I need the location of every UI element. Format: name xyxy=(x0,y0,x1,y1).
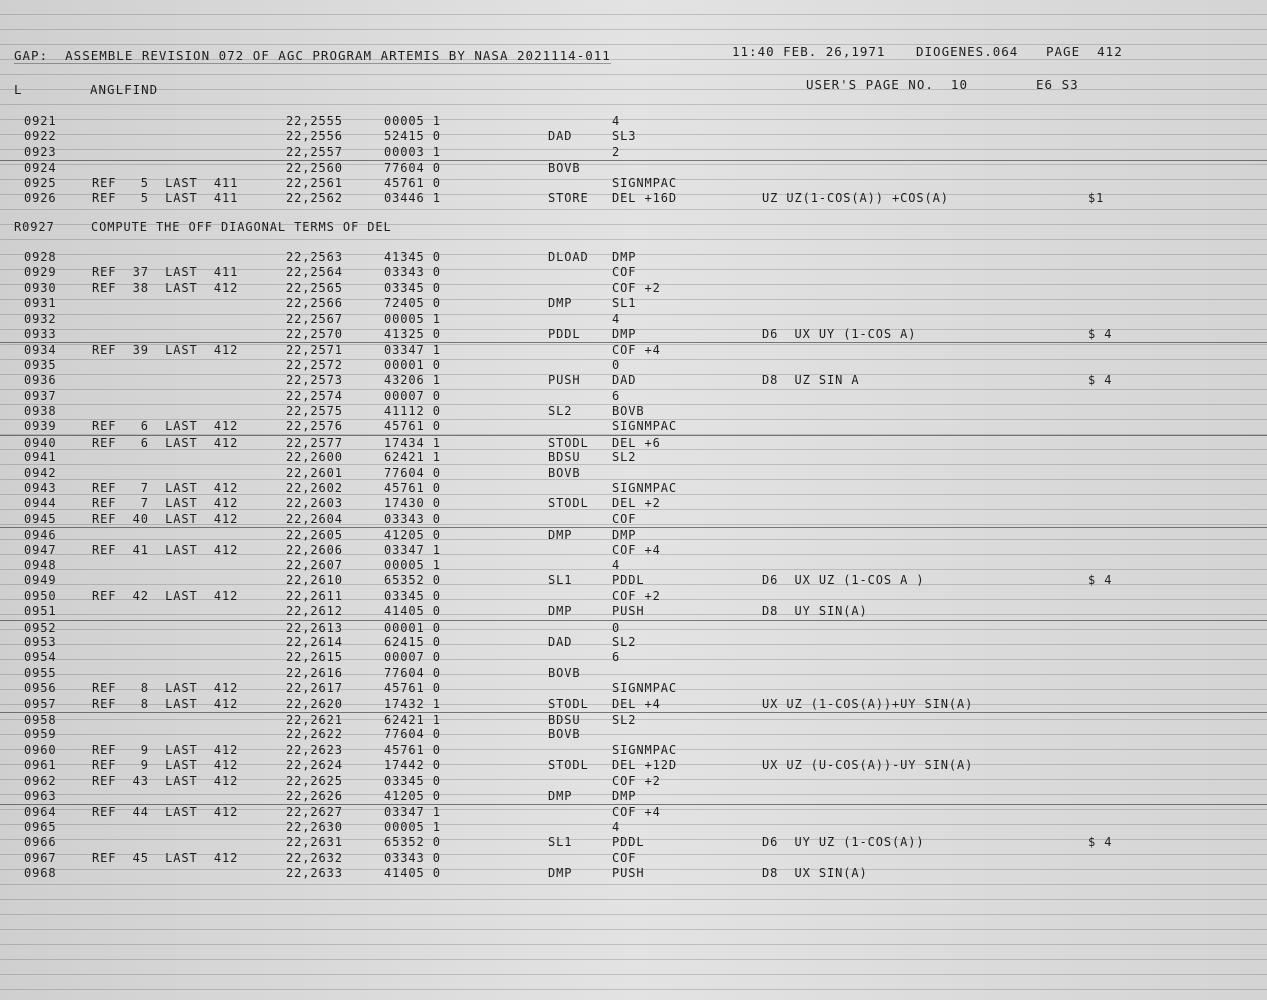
listing-row xyxy=(0,558,1267,573)
listing-row xyxy=(0,481,1267,496)
page-number: PAGE 412 xyxy=(1046,44,1123,59)
opcode: STODL xyxy=(548,435,589,450)
operand: 0 xyxy=(612,357,621,372)
line-number: 0921 xyxy=(24,114,57,128)
address: 22,2632 xyxy=(286,850,343,865)
address: 22,2622 xyxy=(286,727,343,742)
cross-reference: REF 9 LAST 412 xyxy=(92,758,239,773)
listing-row xyxy=(0,404,1267,419)
object-word: 77604 0 xyxy=(384,665,441,680)
object-word: 00001 0 xyxy=(384,357,441,372)
address: 22,2617 xyxy=(286,681,343,696)
address: 22,2605 xyxy=(286,528,343,543)
object-word: 43206 1 xyxy=(384,373,441,388)
cross-reference: REF 39 LAST 412 xyxy=(92,343,239,358)
listing-row xyxy=(0,327,1267,342)
cross-reference: REF 42 LAST 412 xyxy=(92,588,239,603)
opcode: PDDL xyxy=(548,327,581,341)
operand: COF +2 xyxy=(612,773,661,788)
comment: UZ UZ(1-COS(A)) +COS(A) xyxy=(762,191,949,205)
address: 22,2601 xyxy=(286,465,343,480)
line-number: 0967 xyxy=(24,850,57,865)
opcode: BOVB xyxy=(548,727,581,742)
object-word: 03446 1 xyxy=(384,191,441,205)
line-number: 0945 xyxy=(24,511,57,526)
comment: UX UZ (U-COS(A))-UY SIN(A) xyxy=(762,758,974,773)
object-word: 00001 0 xyxy=(384,620,441,635)
address: 22,2611 xyxy=(286,588,343,603)
opcode: DMP xyxy=(548,789,573,803)
address: 22,2565 xyxy=(286,280,343,295)
operand: DMP xyxy=(612,250,637,264)
listing-row xyxy=(0,543,1267,558)
cross-reference: REF 6 LAST 412 xyxy=(92,419,239,434)
listing-row xyxy=(0,265,1267,280)
operand: DMP xyxy=(612,327,637,341)
opcode: BDSU xyxy=(548,713,581,727)
listing-row xyxy=(0,650,1267,665)
cross-reference: REF 5 LAST 411 xyxy=(92,191,239,205)
cross-reference: REF 5 LAST 411 xyxy=(92,175,239,190)
line-number: 0968 xyxy=(24,866,57,880)
operand: DEL +6 xyxy=(612,435,661,450)
object-word: 72405 0 xyxy=(384,296,441,311)
listing-row xyxy=(0,296,1267,311)
listing-row xyxy=(0,727,1267,742)
object-word: 03343 0 xyxy=(384,850,441,865)
object-word: 03345 0 xyxy=(384,773,441,788)
operand: COF xyxy=(612,265,637,280)
operand: COF +4 xyxy=(612,343,661,358)
operand: DMP xyxy=(612,528,637,543)
address: 22,2564 xyxy=(286,265,343,280)
address: 22,2576 xyxy=(286,419,343,434)
line-number: 0946 xyxy=(24,528,57,543)
cross-reference: REF 7 LAST 412 xyxy=(92,496,239,511)
opcode: DAD xyxy=(548,635,573,649)
opcode: DMP xyxy=(548,604,573,619)
section-comment xyxy=(0,220,1267,235)
users-page-number: USER'S PAGE NO. 10 xyxy=(806,77,968,92)
routine-name: ANGLFIND xyxy=(90,82,159,97)
listing-row xyxy=(0,250,1267,265)
object-word: 41325 0 xyxy=(384,327,441,341)
listing-row xyxy=(0,342,1267,358)
object-word: 45761 0 xyxy=(384,681,441,696)
opcode: SL2 xyxy=(548,404,573,418)
object-word: 77604 0 xyxy=(384,727,441,742)
address: 22,2602 xyxy=(286,481,343,495)
line-number: 0924 xyxy=(24,161,57,176)
listing-row xyxy=(0,789,1267,804)
listing-row xyxy=(0,589,1267,604)
line-number: 0932 xyxy=(24,311,57,326)
section-text: COMPUTE THE OFF DIAGONAL TERMS OF DEL xyxy=(91,220,392,234)
address: 22,2613 xyxy=(286,620,343,635)
listing-row xyxy=(0,191,1267,206)
object-word: 00007 0 xyxy=(384,650,441,665)
object-word: 17434 1 xyxy=(384,435,441,450)
listing-row xyxy=(0,635,1267,650)
object-word: 45761 0 xyxy=(384,175,441,190)
object-word: 45761 0 xyxy=(384,742,441,757)
address: 22,2610 xyxy=(286,573,343,588)
listing-row xyxy=(0,820,1267,835)
operand: SL2 xyxy=(612,635,637,649)
margin-mark: $ 4 xyxy=(1088,327,1113,341)
operand: COF xyxy=(612,850,637,865)
object-word: 03343 0 xyxy=(384,511,441,526)
operand: 6 xyxy=(612,650,621,665)
address: 22,2607 xyxy=(286,558,343,572)
column-l: L xyxy=(14,82,23,97)
line-number: 0944 xyxy=(24,496,57,511)
address: 22,2614 xyxy=(286,635,343,649)
object-word: 52415 0 xyxy=(384,129,441,144)
address: 22,2627 xyxy=(286,805,343,820)
address: 22,2556 xyxy=(286,129,343,144)
address: 22,2615 xyxy=(286,650,343,665)
operand: 4 xyxy=(612,311,621,326)
listing-row xyxy=(0,435,1267,451)
listing-row xyxy=(0,512,1267,527)
object-word: 41205 0 xyxy=(384,528,441,543)
cross-reference: REF 41 LAST 412 xyxy=(92,542,239,557)
opcode: STORE xyxy=(548,191,589,205)
operand: PUSH xyxy=(612,604,645,619)
object-word: 00005 1 xyxy=(384,114,441,128)
opcode: DAD xyxy=(548,129,573,144)
listing-row xyxy=(0,281,1267,296)
opcode: PUSH xyxy=(548,373,581,388)
line-number: 0941 xyxy=(24,450,57,465)
object-word: 45761 0 xyxy=(384,481,441,495)
listing-row xyxy=(0,496,1267,511)
operand: DMP xyxy=(612,789,637,803)
line-number: 0959 xyxy=(24,727,57,742)
listing-row xyxy=(0,851,1267,866)
address: 22,2633 xyxy=(286,866,343,880)
line-number: 0933 xyxy=(24,327,57,341)
line-number: 0938 xyxy=(24,404,57,418)
line-number: 0936 xyxy=(24,373,57,388)
listing-row xyxy=(0,312,1267,327)
operand: DEL +2 xyxy=(612,496,661,511)
operand: COF +2 xyxy=(612,280,661,295)
listing-row xyxy=(0,712,1267,728)
opcode: BOVB xyxy=(548,465,581,480)
address: 22,2563 xyxy=(286,250,343,264)
opcode: DMP xyxy=(548,866,573,880)
cross-reference: REF 8 LAST 412 xyxy=(92,696,239,711)
operand: DAD xyxy=(612,373,637,388)
sheet-code: E6 S3 xyxy=(1036,77,1079,92)
line-number: 0929 xyxy=(24,265,57,280)
address: 22,2616 xyxy=(286,665,343,680)
object-word: 77604 0 xyxy=(384,161,441,176)
listing-row xyxy=(0,697,1267,712)
cross-reference: REF 44 LAST 412 xyxy=(92,805,239,820)
line-number: 0922 xyxy=(24,129,57,144)
cross-reference: REF 43 LAST 412 xyxy=(92,773,239,788)
object-word: 41405 0 xyxy=(384,604,441,619)
listing-row xyxy=(0,743,1267,758)
operand: SIGNMPAC xyxy=(612,681,677,696)
margin-mark: $1 xyxy=(1088,191,1105,205)
assembly-title: GAP: ASSEMBLE REVISION 072 OF AGC PROGRAM ARTEMIS BY NASA 2021114-011 xyxy=(14,48,611,63)
address: 22,2603 xyxy=(286,496,343,511)
listing-row xyxy=(0,804,1267,820)
line-number: 0953 xyxy=(24,635,57,649)
operand: SIGNMPAC xyxy=(612,742,677,757)
listing-row xyxy=(0,373,1267,388)
listing-row xyxy=(0,389,1267,404)
operand: SIGNMPAC xyxy=(612,175,677,190)
opcode: DMP xyxy=(548,296,573,311)
margin-mark: $ 4 xyxy=(1088,373,1113,388)
operand: SL2 xyxy=(612,713,637,727)
address: 22,2574 xyxy=(286,388,343,403)
opcode: STODL xyxy=(548,496,589,511)
listing-row xyxy=(0,681,1267,696)
object-word: 03345 0 xyxy=(384,280,441,295)
operand: BOVB xyxy=(612,404,645,418)
listing-row xyxy=(0,145,1267,160)
comment: D6 UX UZ (1-COS A ) xyxy=(762,573,925,588)
address: 22,2570 xyxy=(286,327,343,341)
operand: 4 xyxy=(612,114,621,128)
comment: D8 UZ SIN A xyxy=(762,373,860,388)
listing-row xyxy=(0,129,1267,144)
line-number: 0966 xyxy=(24,835,57,850)
address: 22,2566 xyxy=(286,296,343,311)
address: 22,2612 xyxy=(286,604,343,619)
listing-row xyxy=(0,573,1267,588)
line-number: 0934 xyxy=(24,343,57,358)
line-number: 0947 xyxy=(24,542,57,557)
object-word: 62421 1 xyxy=(384,713,441,727)
line-number: 0964 xyxy=(24,805,57,820)
line-number: 0940 xyxy=(24,435,57,450)
operand: SL2 xyxy=(612,450,637,465)
listing-row xyxy=(0,466,1267,481)
address: 22,2630 xyxy=(286,819,343,834)
operand: SL1 xyxy=(612,296,637,311)
object-word: 62415 0 xyxy=(384,635,441,649)
cross-reference: REF 6 LAST 412 xyxy=(92,435,239,450)
opcode: DMP xyxy=(548,528,573,543)
operand: PUSH xyxy=(612,866,645,880)
line-number: R0927 xyxy=(14,220,55,234)
line-number: 0943 xyxy=(24,481,57,495)
object-word: 00003 1 xyxy=(384,144,441,159)
address: 22,2567 xyxy=(286,311,343,326)
object-word: 17432 1 xyxy=(384,696,441,711)
opcode: SL1 xyxy=(548,835,573,850)
opcode: BOVB xyxy=(548,665,581,680)
line-number: 0949 xyxy=(24,573,57,588)
line-number: 0928 xyxy=(24,250,57,264)
listing-row xyxy=(0,774,1267,789)
operand: SL3 xyxy=(612,129,637,144)
address: 22,2575 xyxy=(286,404,343,418)
line-number: 0939 xyxy=(24,419,57,434)
listing-row xyxy=(0,160,1267,176)
object-word: 00005 1 xyxy=(384,311,441,326)
cross-reference: REF 8 LAST 412 xyxy=(92,681,239,696)
machine-id: DIOGENES.064 xyxy=(916,44,1019,59)
address: 22,2606 xyxy=(286,542,343,557)
listing-row xyxy=(0,450,1267,465)
operand: COF +4 xyxy=(612,805,661,820)
comment: D6 UY UZ (1-COS(A)) xyxy=(762,835,925,850)
line-number: 0925 xyxy=(24,175,57,190)
opcode: SL1 xyxy=(548,573,573,588)
object-word: 45761 0 xyxy=(384,419,441,434)
address: 22,2620 xyxy=(286,696,343,711)
margin-mark: $ 4 xyxy=(1088,835,1113,850)
address: 22,2626 xyxy=(286,789,343,803)
cross-reference: REF 38 LAST 412 xyxy=(92,280,239,295)
line-number: 0963 xyxy=(24,789,57,803)
listing-row xyxy=(0,835,1267,850)
opcode: DLOAD xyxy=(548,250,589,264)
address: 22,2624 xyxy=(286,758,343,773)
line-number: 0923 xyxy=(24,144,57,159)
timestamp: 11:40 FEB. 26,1971 xyxy=(732,44,886,59)
address: 22,2560 xyxy=(286,161,343,176)
address: 22,2561 xyxy=(286,175,343,190)
operand: DEL +12D xyxy=(612,758,677,773)
operand: 6 xyxy=(612,388,621,403)
listing-row xyxy=(0,419,1267,434)
object-word: 41345 0 xyxy=(384,250,441,264)
operand: COF xyxy=(612,511,637,526)
comment: D8 UY SIN(A) xyxy=(762,604,868,619)
object-word: 03347 1 xyxy=(384,542,441,557)
address: 22,2572 xyxy=(286,357,343,372)
line-number: 0950 xyxy=(24,588,57,603)
object-word: 65352 0 xyxy=(384,835,441,850)
listing-row xyxy=(0,758,1267,773)
object-word: 03343 0 xyxy=(384,265,441,280)
line-number: 0948 xyxy=(24,558,57,572)
operand: COF +4 xyxy=(612,542,661,557)
operand: PDDL xyxy=(612,835,645,850)
line-number: 0931 xyxy=(24,296,57,311)
operand: DEL +16D xyxy=(612,191,677,205)
line-number: 0952 xyxy=(24,620,57,635)
address: 22,2625 xyxy=(286,773,343,788)
address: 22,2623 xyxy=(286,742,343,757)
object-word: 65352 0 xyxy=(384,573,441,588)
object-word: 00007 0 xyxy=(384,388,441,403)
line-number: 0951 xyxy=(24,604,57,619)
comment: D6 UX UY (1-COS A) xyxy=(762,327,917,341)
operand: SIGNMPAC xyxy=(612,419,677,434)
line-number: 0937 xyxy=(24,388,57,403)
listing-row xyxy=(0,620,1267,636)
cross-reference: REF 45 LAST 412 xyxy=(92,850,239,865)
listing-row xyxy=(0,666,1267,681)
cross-reference: REF 7 LAST 412 xyxy=(92,481,239,495)
listing-row xyxy=(0,176,1267,191)
line-number: 0960 xyxy=(24,742,57,757)
line-number: 0930 xyxy=(24,280,57,295)
line-number: 0954 xyxy=(24,650,57,665)
listing-row xyxy=(0,114,1267,129)
cross-reference: REF 40 LAST 412 xyxy=(92,511,239,526)
opcode: STODL xyxy=(548,696,589,711)
operand: 2 xyxy=(612,144,621,159)
line-number: 0961 xyxy=(24,758,57,773)
opcode: STODL xyxy=(548,758,589,773)
operand: 0 xyxy=(612,620,621,635)
comment: UX UZ (1-COS(A))+UY SIN(A) xyxy=(762,696,974,711)
operand: SIGNMPAC xyxy=(612,481,677,495)
operand: 4 xyxy=(612,558,621,572)
object-word: 00005 1 xyxy=(384,558,441,572)
operand: DEL +4 xyxy=(612,696,661,711)
address: 22,2577 xyxy=(286,435,343,450)
object-word: 17430 0 xyxy=(384,496,441,511)
line-number: 0926 xyxy=(24,191,57,205)
margin-mark: $ 4 xyxy=(1088,573,1113,588)
line-number: 0958 xyxy=(24,713,57,727)
line-number: 0957 xyxy=(24,696,57,711)
listing-row xyxy=(0,358,1267,373)
operand: COF +2 xyxy=(612,588,661,603)
object-word: 03347 1 xyxy=(384,805,441,820)
line-number: 0955 xyxy=(24,665,57,680)
object-word: 41205 0 xyxy=(384,789,441,803)
object-word: 00005 1 xyxy=(384,819,441,834)
line-number: 0962 xyxy=(24,773,57,788)
object-word: 77604 0 xyxy=(384,465,441,480)
cross-reference: REF 9 LAST 412 xyxy=(92,742,239,757)
object-word: 17442 0 xyxy=(384,758,441,773)
listing-row xyxy=(0,604,1267,619)
address: 22,2562 xyxy=(286,191,343,205)
address: 22,2604 xyxy=(286,511,343,526)
opcode: BDSU xyxy=(548,450,581,465)
line-number: 0935 xyxy=(24,357,57,372)
line-number: 0956 xyxy=(24,681,57,696)
object-word: 41112 0 xyxy=(384,404,441,418)
operand: PDDL xyxy=(612,573,645,588)
comment: D8 UX SIN(A) xyxy=(762,866,868,880)
operand: 4 xyxy=(612,819,621,834)
address: 22,2631 xyxy=(286,835,343,850)
address: 22,2573 xyxy=(286,373,343,388)
object-word: 03347 1 xyxy=(384,343,441,358)
listing-row xyxy=(0,527,1267,543)
address: 22,2621 xyxy=(286,713,343,727)
address: 22,2557 xyxy=(286,144,343,159)
address: 22,2571 xyxy=(286,343,343,358)
object-word: 62421 1 xyxy=(384,450,441,465)
address: 22,2600 xyxy=(286,450,343,465)
line-number: 0965 xyxy=(24,819,57,834)
line-number: 0942 xyxy=(24,465,57,480)
cross-reference: REF 37 LAST 411 xyxy=(92,265,239,280)
listing-row xyxy=(0,866,1267,881)
object-word: 41405 0 xyxy=(384,866,441,880)
opcode: BOVB xyxy=(548,161,581,176)
address: 22,2555 xyxy=(286,114,343,128)
object-word: 03345 0 xyxy=(384,588,441,603)
